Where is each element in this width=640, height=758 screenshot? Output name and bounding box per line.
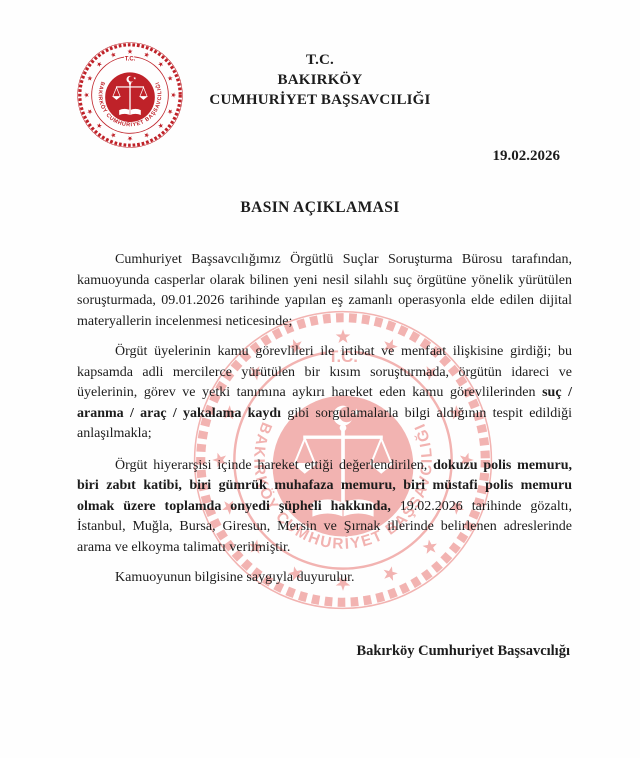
bold-phrase: suç / aranma / araç / yakalama kaydı bbox=[77, 385, 572, 421]
paragraph-2 bbox=[77, 342, 572, 445]
paragraph-text: Cumhuriyet Başsavcılığımız Örgütlü Suçlar Soruşturma Bürosu tarafından, kamuoyunda casperlar olarak bilinen yeni nesil silahlı suç örgütüne yönelik yürütülen soruşturmada, 09.01.2026 tarihinde yapılan eş zamanlı operasyonla elde edilen dijital materyallerin incelenmesi neticesinde; bbox=[77, 252, 572, 329]
org-line-office: CUMHURİYET BAŞSAVCILIĞI bbox=[209, 92, 431, 108]
paragraph-3 bbox=[77, 456, 572, 559]
paragraph-text: gibi sorgulamalarla bilgi aldığının tespit edildiği anlaşılmakla; bbox=[77, 405, 572, 441]
org-line-city: BAKIRKÖY bbox=[277, 72, 363, 88]
paragraph-text: Örgüt üyelerinin kamu görevlileri ile irtibat ve menfaat ilişkisine girdiği; bu kapsamda adli mercilerce yürütülen bir kısım soruşturmada, örgütün idareci ve üyelerinin, görev ve yetki tanımına aykırı hareket eden kamu görevlilerinden bbox=[77, 344, 572, 400]
paragraph-1 bbox=[77, 250, 572, 332]
signature: Bakırköy Cumhuriyet Başsavcılığı bbox=[356, 642, 570, 659]
org-line-tc: T.C. bbox=[305, 52, 335, 68]
bold-phrase: dokuzu polis memuru, biri zabıt katibi, biri gümrük muhafaza memuru, biri müstafi polis memuru olmak üzere toplamda onyedi şüpheli hakkında, bbox=[77, 457, 573, 514]
paragraph-text: Kamuoyunun bilgisine saygıyla duyurulur. bbox=[115, 570, 355, 585]
press-release-title: BASIN AÇIKLAMASI bbox=[240, 199, 400, 216]
prosecutor-seal-emblem bbox=[76, 41, 184, 149]
paragraph-text: 19.02.2026 tarihinde gözaltı, İstanbul, Muğla, Bursa, Giresun, Mersin ve Şırnak illerinde belirlenen adreslerinde arama ve elkoyma talimatı verilmiştir. bbox=[77, 498, 572, 555]
document-body bbox=[0, 250, 640, 589]
paragraph-text: Örgüt hiyerarşisi içinde hareket ettiği değerlendirilen, bbox=[115, 457, 434, 473]
document-date: 19.02.2026 bbox=[492, 148, 560, 164]
closing-line bbox=[77, 568, 572, 589]
